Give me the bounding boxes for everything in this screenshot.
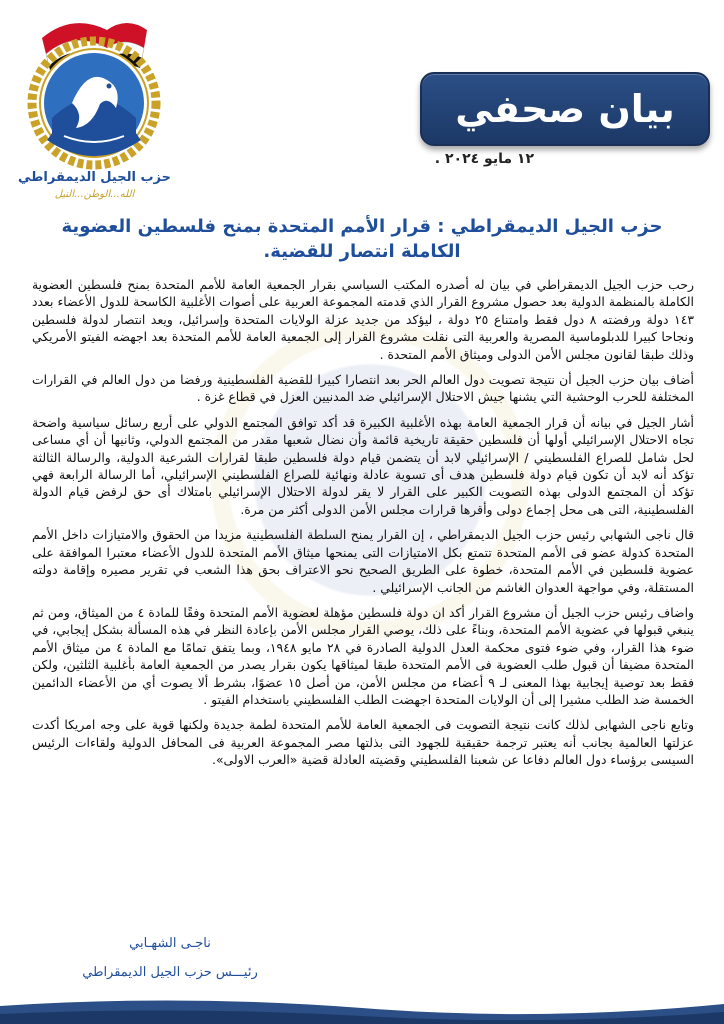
paragraph: أشار الجيل في بيانه أن قرار الجمعية العامة بهذه الأغلبية الكبيرة قد أكد توافق المجتمع الدولي على أربع رسائل سياسية واضحة تجاه الاحتلال الإسرائيلي أولها أن فلسطين حقيقة تاريخية قائمة وأن نضال شعبها مقدر من المجتمع الدولي، وثانيها أن أي مساعى لحل شامل للصراع الفلسطيني / الإسرائيلي لابد أن يتضمن قيام دولة فلسطين طبقا لقرارات الشرعية الدولية، والرسالة الثالثة تؤكد أنه لابد أن تكون قيام دولة فلسطين هدف أى تسوية عادلة ونهائية للصراع الفلسطيني الإسرائيلي، أما الرسالة الرابعة فهي تؤكد أن المجتمع الدولى بهذه التصويت الكبير على القرار لا يقر لدولة الاحتلال الإسرائيلي بامتلاك أى حق لرفض قيام الدولة الفلسطينية، التى هى محل إجماع دولى وأقرها قرارات مجلس الأمن الدولى أكثر من مرة. — [32, 414, 694, 517]
signature-block — [40, 936, 300, 994]
paragraph: وتابع ناجى الشهابى لذلك كانت نتيجة التصويت فى الجمعية العامة للأمم المتحدة لطمة جديدة ولكنها قوية على وجه امريكا أكدت عزلتها العالمية بجانب أنه يعتبر ترجمة حقيقية للجهود التى بذلتها مصر المجموعة العربية فى المحافل الدولية ولقاءات الرئيس السيسى برؤساء دول العالم دفاعا عن شعبنا الفلسطيني وقضيته العادلة قضية «العرب الاولى». — [32, 717, 694, 768]
footer-wave — [0, 998, 724, 1024]
party-logo — [12, 8, 177, 208]
body-text — [32, 276, 694, 777]
party-eagle-logo-icon — [12, 8, 177, 173]
paragraph: واضاف رئيس حزب الجيل أن مشروع القرار أكد ان دولة فلسطين مؤهلة لعضوية الأمم المتحدة وفقًا للمادة ٤ من الميثاق، ومن ثم ينبغي قبولها في عضوية الأمم المتحدة، وبناءً على ذلك، يوصي القرار مجلس الأمن بإعادة النظر في هذه المسألة بشكل إيجابي، في ضوء هذا القرار، وفي ضوء فتوى محكمة العدل الدولية الصادرة في ٢٨ مايو ١٩٤٨، وبما يتفق تمامًا مع المادة ٤ من ميثاق الأمم المتحدة مضيفا أن قبول طلب العضوية فى الأمم المتحدة طبقا لميثاقها يكون بقرار يصدر من الجمعية العامة بأغلبية الثلثين، ولكن فقط بعد توصية إيجابية بهذا المعنى لـ ٩ أعضاء من مجلس الأمن، من أصل ١٥ عضوًا، بشرط ألا يصوت أي من الأعضاء الدائمين الخمسة ضد الطلب مشيرا إلى أن الولايات المتحدة اجهضت الطلب الفلسطيني باستخدام الفيتو . — [32, 604, 694, 707]
press-release-title: بيان صحفي — [420, 72, 710, 146]
paragraph: قال ناجى الشهابي رئيس حزب الجيل الديمقراطي ، إن القرار يمنح السلطة الفلسطينية مزيدا من الحقوق والامتيازات داخل الأمم المتحدة كدولة عضو فى الأمم المتحدة تتمتع بكل الامتيازات التى يمنحها ميثاق الأمم المتحدة للدول الأعضاء معتبرا الموافقة على عضوية فلسطين في الأمم المتحدة، خطوة على الطريق الصحيح نحو الاعتراف بحق هذا الشعب في تقرير مصيره وإقامة دولته المستقلة، وفي مواجهة العدوان الغاشم من الجانب الإسرائيلي . — [32, 527, 694, 595]
paragraph: رحب حزب الجيل الديمقراطي في بيان له أصدره المكتب السياسي بقرار الجمعية العامة للأمم المتحدة بمنح فلسطين العضوية الكاملة بالمنظمة الدولية بعد حصول مشروع القرار الذي قدمته المجموعة العربية على أصوات الأغلبية الكاسحة للدول الأعضاء بعدد ١٤٣ دولة ورفضته ٨ دول فقط وامتناع ٢٥ دولة ، ليؤكد من جديد عزلة الولايات المتحدة وإسرائيل، ويعد انتصار لدولة فلسطين ونجاحا كبيرا للدبلوماسية المصرية والعربية التى نقلت مشروع القرار إلى الجمعية العامة للأمم المتحدة بعد اجهضه الفيتو الأمريكي وذلك طبقا لقانون مجلس الأمن الدولى وميثاق الأمم المتحدة . — [32, 277, 695, 362]
signature-name: ناجـى الشهـابي — [129, 936, 211, 951]
signature-role: رئيـــس حزب الجيل الديمقراطي — [82, 965, 258, 980]
paragraph: أضاف بيان حزب الجيل أن نتيجة تصويت دول العالم الحر بعد انتصارا كبيرا للقضية الفلسطينية ورفضا من دول العالم في القرارات المختلفة للحرب الوحشية التي يشنها جيش الاحتلال الإسرائيلي ضد المدنيين العزل في قطاع غزة . — [32, 372, 694, 405]
release-date: ١٢ مايو ٢٠٢٤ . — [434, 151, 534, 167]
headline: حزب الجيل الديمقراطي : قرار الأمم المتحدة بمنح فلسطين العضوية الكاملة انتصار للقضية. — [61, 216, 663, 262]
logo-party-name: حزب الجيل الديمقراطي — [18, 170, 171, 185]
logo-motto: الله...الوطن...النيل — [54, 189, 135, 200]
